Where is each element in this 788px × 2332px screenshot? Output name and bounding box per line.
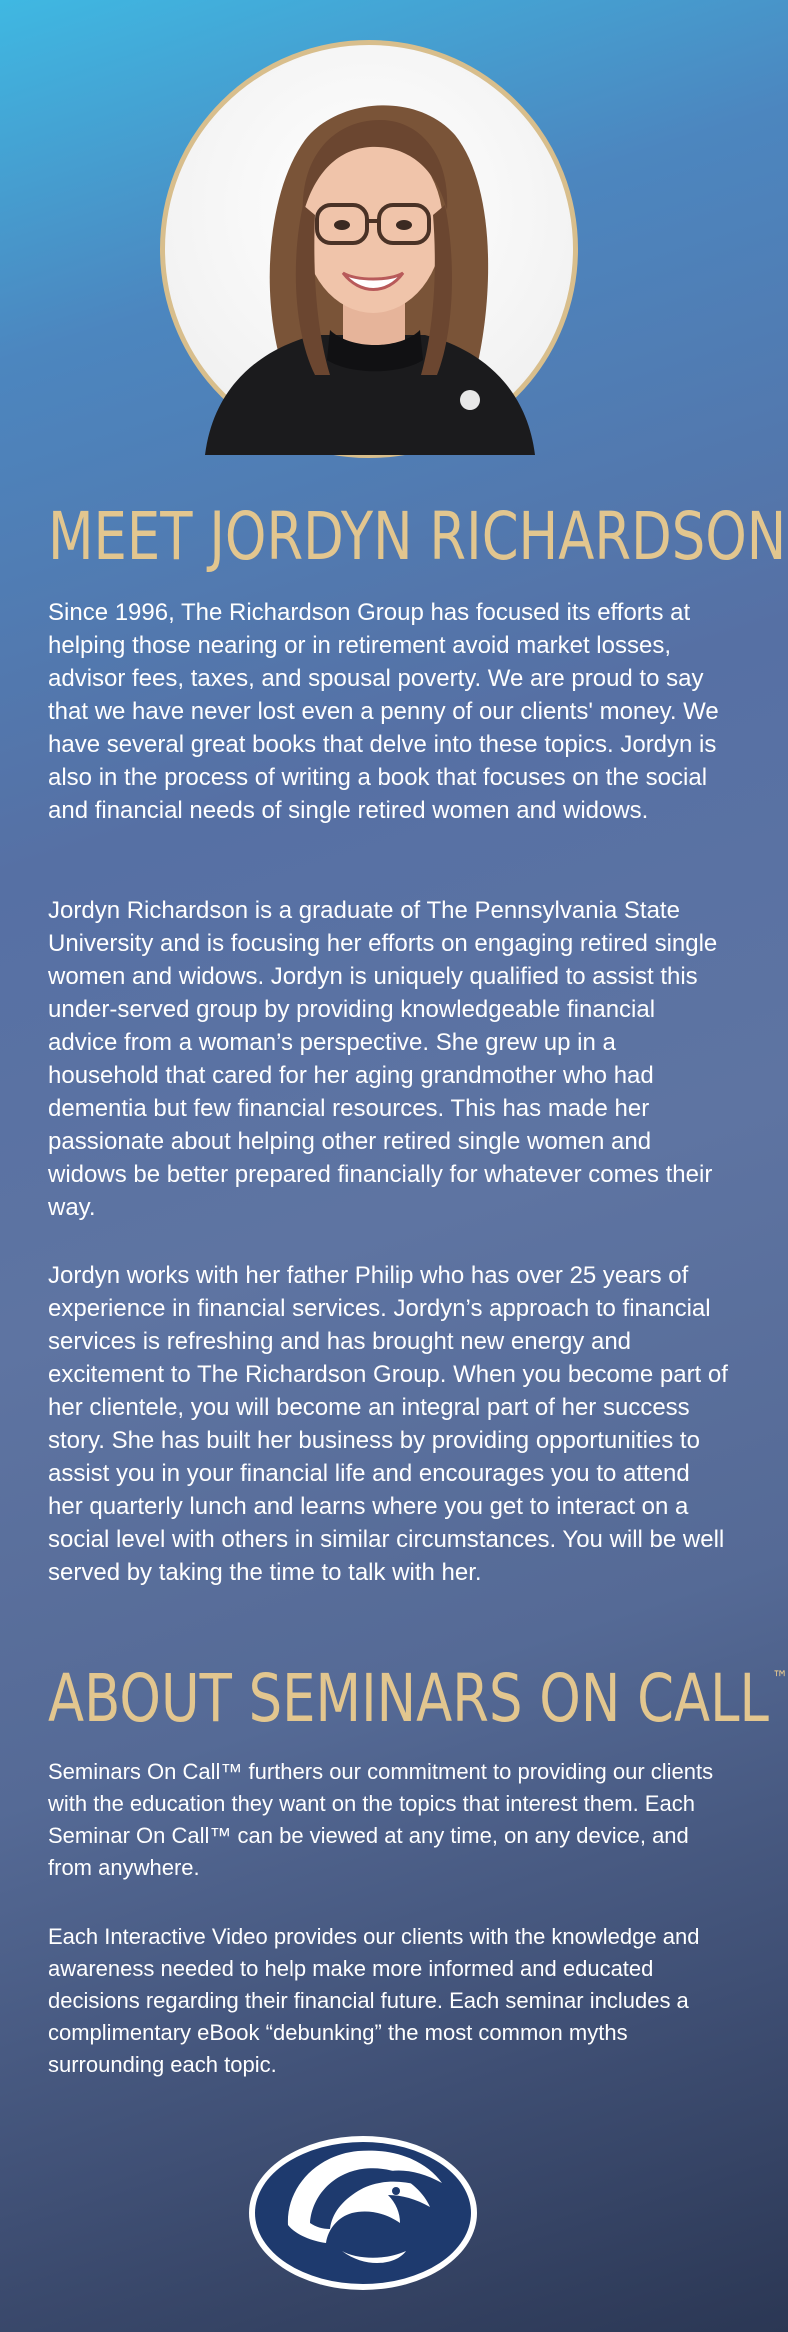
meet-paragraph-3: Jordyn works with her father Philip who has over 25 years of experience in financial services. Jordyn’s approach to financial services is refreshing and has brought new energy and excitement to The Richardson Group. When you become part of her clientele, you will become an integral part of her success story. She has built her business by providing opportunities to assist you in your financial life and encourages you to attend her quarterly lunch and learns where you get to interact on a social level with others in similar circumstances. You will be well served by taking the time to talk with her. (48, 1262, 728, 1586)
trademark-symbol: ™ (772, 1666, 788, 1690)
nittany-lion-icon (246, 2133, 480, 2293)
meet-paragraph-2: Jordyn Richardson is a graduate of The Pennsylvania State University and is focusing her efforts on engaging retired single women and widows. Jordyn is uniquely qualified to assist this under-served group by providing knowledgeable financial advice from a woman’s perspective. She grew up in a household that cared for her aging grandmother who had dementia but few financial resources. This has made her passionate about helping other retired single women and widows be better prepared financially for whatever comes their way. (48, 897, 718, 1221)
meet-heading: MEET JORDYN RICHARDSON (48, 498, 787, 575)
about-paragraph-2: Each Interactive Video provides our clients with the knowledge and awareness needed to help make more informed and educated decisions regarding their financial future. Each seminar includes a complimentary eBook “debunking” the most common myths surrounding each topic. (48, 1924, 700, 2077)
portrait-photo (160, 40, 578, 458)
about-heading (48, 1660, 788, 1737)
portrait-illustration (165, 45, 573, 453)
meet-paragraph-1: Since 1996, The Richardson Group has focused its efforts at helping those nearing or in retirement avoid market losses, advisor fees, taxes, and spousal poverty. We are proud to say that we have never lost even a penny of our clients' money. We have several great books that delve into these topics. Jordyn is also in the process of writing a book that focuses on the social and financial needs of single retired women and widows. (48, 599, 719, 824)
nittany-lion-logo (246, 2133, 480, 2293)
about-heading-text: ABOUT SEMINARS ON CALL (48, 1660, 769, 1737)
about-paragraph-1: Seminars On Call™ furthers our commitment to providing our clients with the education they want on the topics that interest them. Each Seminar On Call™ can be viewed at any time, on any device, and from anywhere. (48, 1759, 714, 1880)
